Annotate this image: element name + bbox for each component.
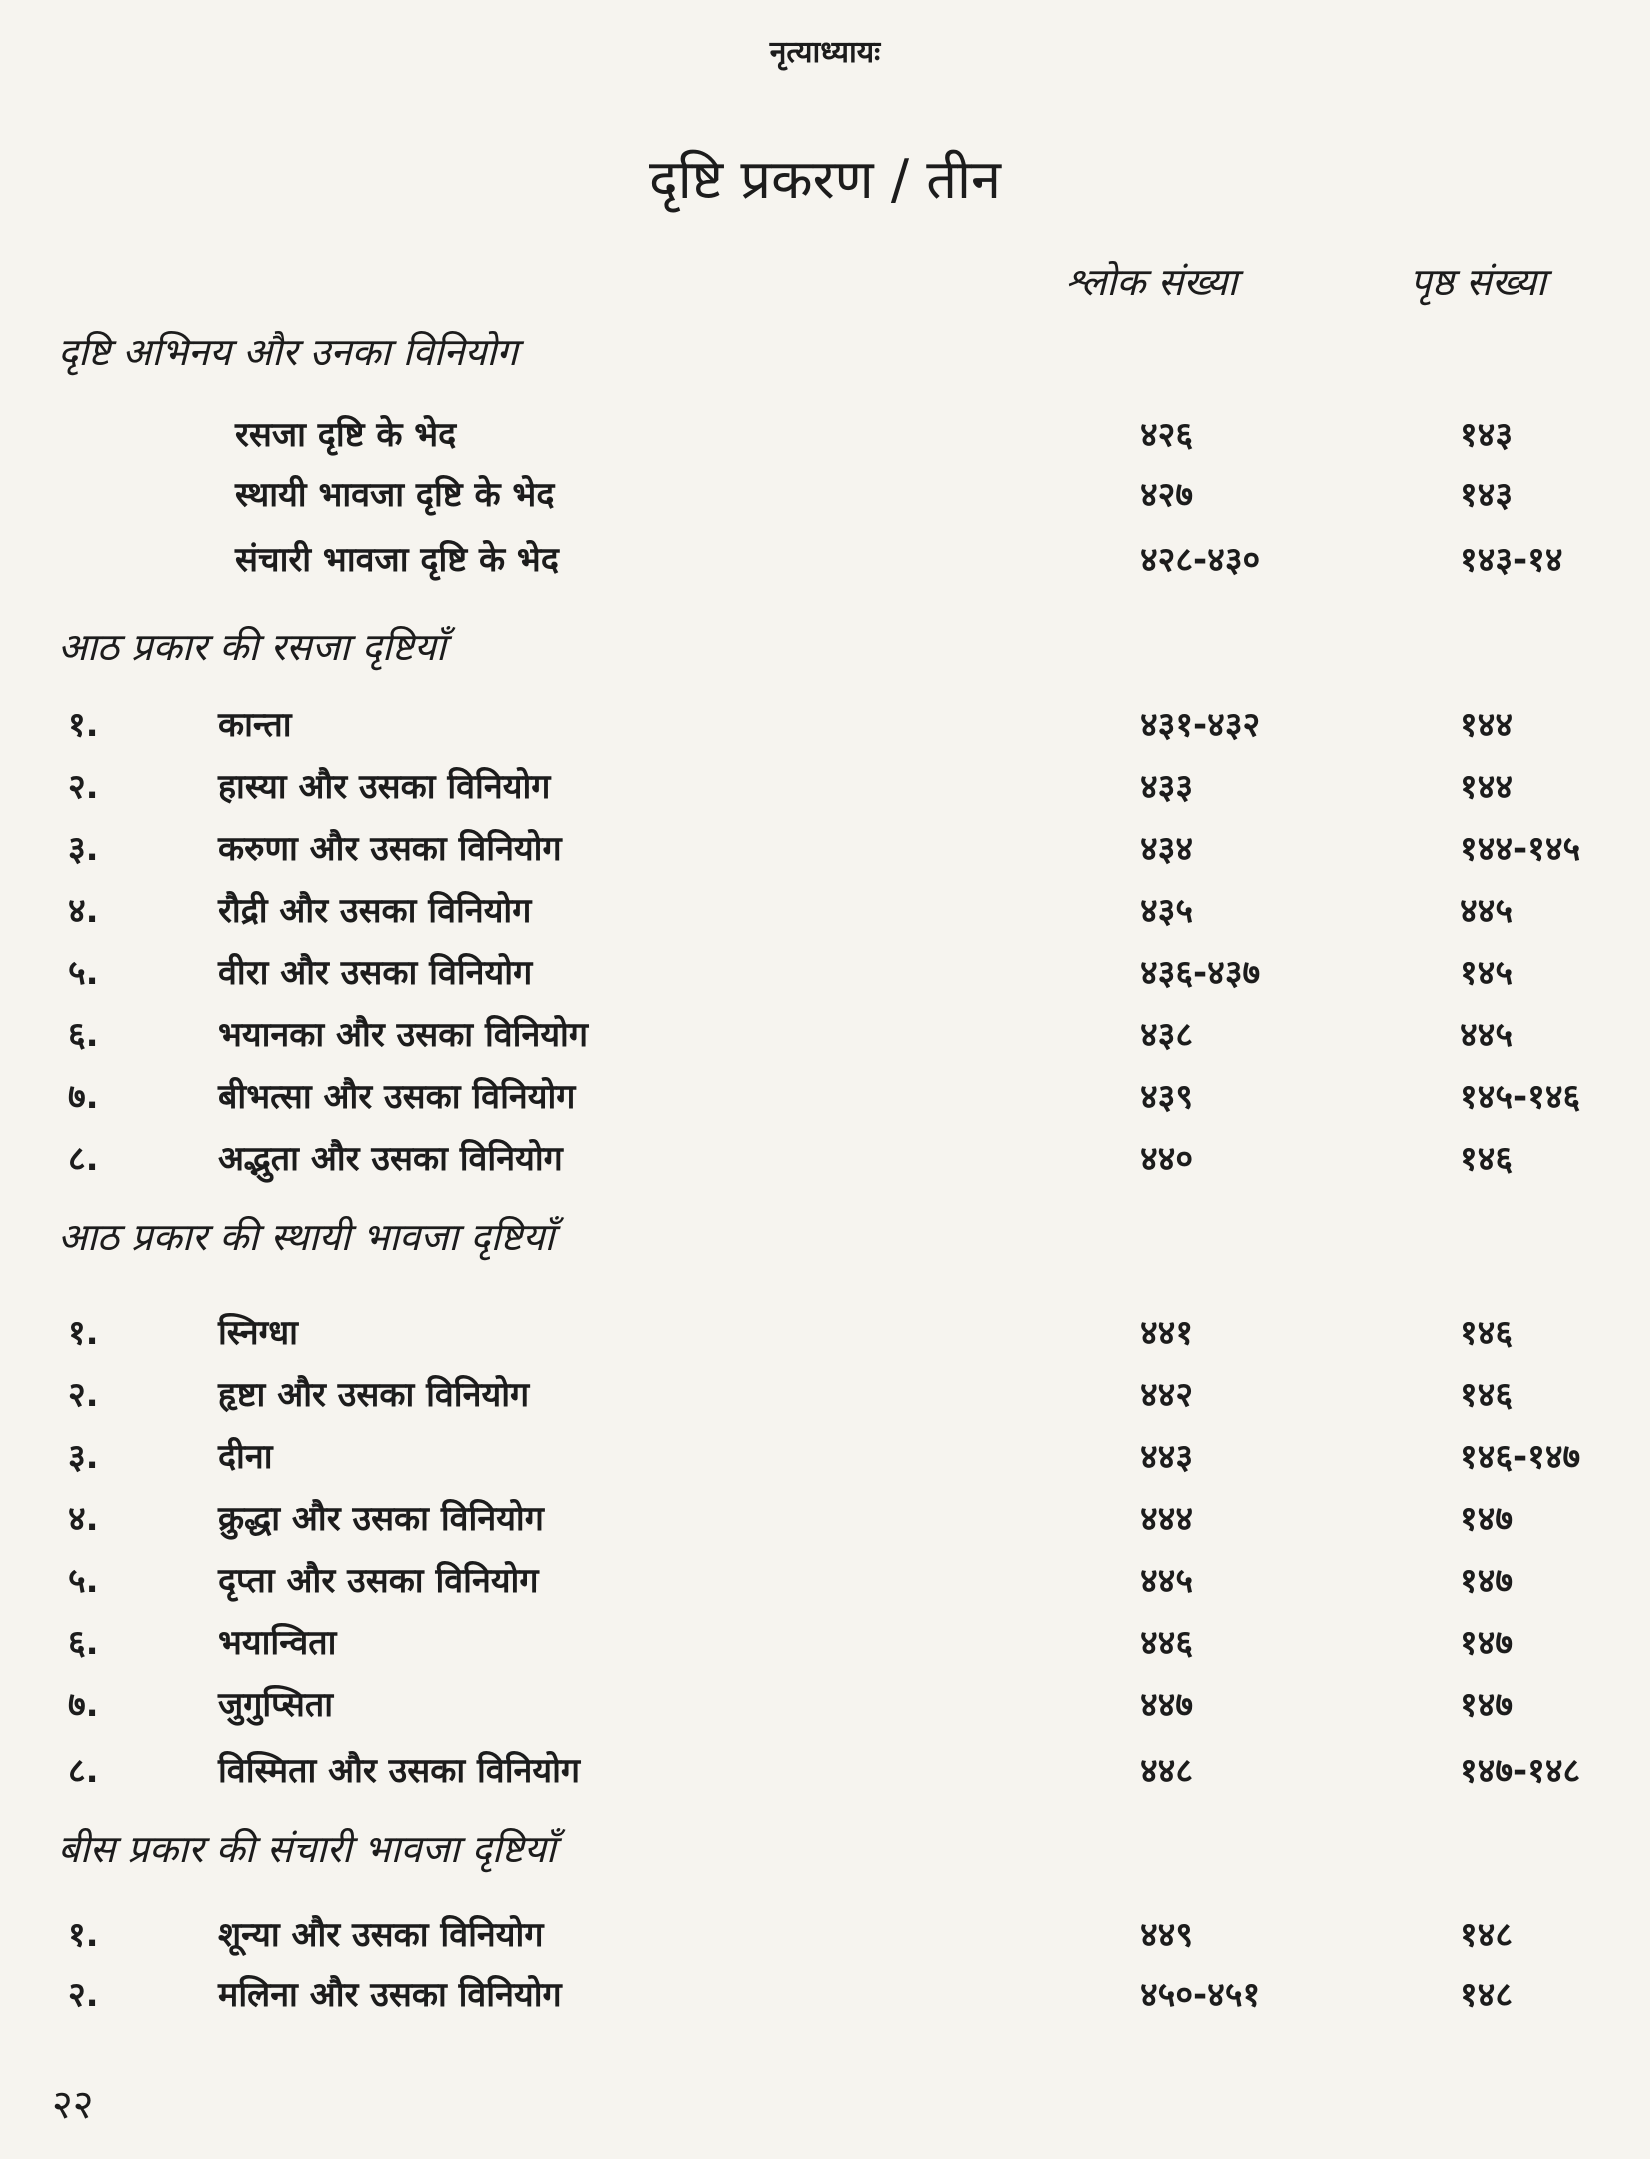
entry-label: हृष्टा और उसका विनियोग	[218, 1375, 530, 1415]
entry-shloka: ४३१-४३२	[1140, 705, 1261, 745]
entry-page: १४८	[1460, 1915, 1514, 1955]
entry-label: कान्ता	[218, 705, 292, 745]
entry-label: दीना	[218, 1437, 273, 1477]
entry-label: भयानका और उसका विनियोग	[218, 1015, 589, 1055]
list-item	[0, 1308, 1650, 1358]
entry-page: १४३-१४	[1460, 540, 1563, 580]
entry-shloka: ४४५	[1140, 1561, 1194, 1601]
entry-number: ३.	[68, 829, 99, 869]
list-item	[0, 1556, 1650, 1606]
entry-label: रसजा दृष्टि के भेद	[235, 415, 457, 455]
list-item	[0, 1370, 1650, 1420]
entry-number: ७.	[68, 1685, 99, 1725]
entry-number: २.	[68, 1375, 99, 1415]
page-number: २२	[52, 2082, 94, 2128]
entry-shloka: ४४९	[1140, 1915, 1194, 1955]
list-item	[0, 700, 1650, 750]
list-item	[0, 470, 1650, 520]
list-item	[0, 1072, 1650, 1122]
list-item	[0, 1680, 1650, 1730]
entry-page: १४७	[1460, 1499, 1514, 1539]
entry-page: १४६	[1460, 1375, 1514, 1415]
list-item	[0, 1970, 1650, 2020]
list-item	[0, 1432, 1650, 1482]
entry-label: संचारी भावजा दृष्टि के भेद	[235, 540, 559, 580]
entry-label: क्रुद्धा और उसका विनियोग	[218, 1499, 544, 1539]
entry-label: भयान्विता	[218, 1623, 337, 1663]
entry-number: ५.	[68, 1561, 99, 1601]
entry-shloka: ४४८	[1140, 1751, 1194, 1791]
section-heading: बीस प्रकार की संचारी भावजा दृष्टियाँ	[58, 1827, 556, 1871]
entry-page: ४४५	[1460, 891, 1514, 931]
entry-shloka: ४३३	[1140, 767, 1194, 807]
section-heading: आठ प्रकार की स्थायी भावजा दृष्टियाँ	[58, 1215, 555, 1259]
entry-shloka: ४४७	[1140, 1685, 1194, 1725]
list-item	[0, 1134, 1650, 1184]
entry-page: १४७	[1460, 1685, 1514, 1725]
entry-shloka: ४४४	[1140, 1499, 1194, 1539]
list-item	[0, 410, 1650, 460]
list-item	[0, 1618, 1650, 1668]
entry-page: १४५	[1460, 953, 1514, 993]
entry-page: १४६	[1460, 1139, 1514, 1179]
column-header-shloka: श्लोक संख्या	[1065, 260, 1238, 304]
entry-label: करुणा और उसका विनियोग	[218, 829, 562, 869]
entry-shloka: ४४६	[1140, 1623, 1194, 1663]
entry-number: १.	[68, 1915, 99, 1955]
entry-shloka: ४४१	[1140, 1313, 1194, 1353]
section-heading: आठ प्रकार की रसजा दृष्टियाँ	[58, 625, 446, 669]
entry-label: बीभत्सा और उसका विनियोग	[218, 1077, 576, 1117]
list-item	[0, 1494, 1650, 1544]
list-item	[0, 886, 1650, 936]
column-header-page: पृष्ठ संख्या	[1410, 260, 1546, 304]
entry-page: १४७	[1460, 1561, 1514, 1601]
section-heading: दृष्टि अभिनय और उनका विनियोग	[58, 330, 518, 374]
list-item	[0, 1010, 1650, 1060]
entry-shloka: ४४३	[1140, 1437, 1194, 1477]
page-title: दृष्टि प्रकरण / तीन	[649, 148, 1001, 211]
entry-page: १४३	[1460, 475, 1514, 515]
entry-label: हास्या और उसका विनियोग	[218, 767, 551, 807]
entry-label: विस्मिता और उसका विनियोग	[218, 1751, 581, 1791]
entry-page: १४४	[1460, 767, 1514, 807]
entry-number: ४.	[68, 1499, 99, 1539]
list-item	[0, 1746, 1650, 1796]
entry-shloka: ४२८-४३०	[1140, 540, 1261, 580]
entry-number: १.	[68, 1313, 99, 1353]
entry-label: वीरा और उसका विनियोग	[218, 953, 533, 993]
entry-label: रौद्री और उसका विनियोग	[218, 891, 532, 931]
list-item	[0, 535, 1650, 585]
entry-page: १४६	[1460, 1313, 1514, 1353]
entry-label: दृप्ता और उसका विनियोग	[218, 1561, 539, 1601]
entry-shloka: ४५०-४५१	[1140, 1975, 1261, 2015]
list-item	[0, 762, 1650, 812]
entry-page: १४७	[1460, 1623, 1514, 1663]
entry-number: ३.	[68, 1437, 99, 1477]
entry-page: ४४५	[1460, 1015, 1514, 1055]
entry-label: शून्या और उसका विनियोग	[218, 1915, 544, 1955]
entry-shloka: ४२७	[1140, 475, 1194, 515]
entry-page: १४५-१४६	[1460, 1077, 1581, 1117]
entry-page: १४३	[1460, 415, 1514, 455]
entry-page: १४८	[1460, 1975, 1514, 2015]
entry-page: १४४	[1460, 705, 1514, 745]
entry-number: ५.	[68, 953, 99, 993]
list-item	[0, 1910, 1650, 1960]
entry-shloka: ४३८	[1140, 1015, 1194, 1055]
entry-number: ६.	[68, 1623, 99, 1663]
entry-shloka: ४२६	[1140, 415, 1194, 455]
entry-label: अद्भुता और उसका विनियोग	[218, 1139, 563, 1179]
entry-number: ८.	[68, 1751, 99, 1791]
entry-shloka: ४३६-४३७	[1140, 953, 1261, 993]
entry-shloka: ४४२	[1140, 1375, 1194, 1415]
entry-number: ७.	[68, 1077, 99, 1117]
entry-shloka: ४४०	[1140, 1139, 1194, 1179]
entry-shloka: ४३४	[1140, 829, 1194, 869]
list-item	[0, 824, 1650, 874]
entry-page: १४४-१४५	[1460, 829, 1581, 869]
entry-label: स्निग्धा	[218, 1313, 298, 1353]
running-head: नृत्याध्यायः	[769, 35, 881, 70]
entry-shloka: ४३९	[1140, 1077, 1194, 1117]
entry-number: १.	[68, 705, 99, 745]
entry-number: २.	[68, 767, 99, 807]
entry-shloka: ४३५	[1140, 891, 1194, 931]
entry-number: ८.	[68, 1139, 99, 1179]
entry-label: मलिना और उसका विनियोग	[218, 1975, 562, 2015]
entry-page: १४७-१४८	[1460, 1751, 1581, 1791]
entry-label: स्थायी भावजा दृष्टि के भेद	[235, 475, 555, 515]
entry-number: ६.	[68, 1015, 99, 1055]
entry-number: २.	[68, 1975, 99, 2015]
entry-number: ४.	[68, 891, 99, 931]
list-item	[0, 948, 1650, 998]
entry-label: जुगुप्सिता	[218, 1685, 334, 1725]
entry-page: १४६-१४७	[1460, 1437, 1581, 1477]
